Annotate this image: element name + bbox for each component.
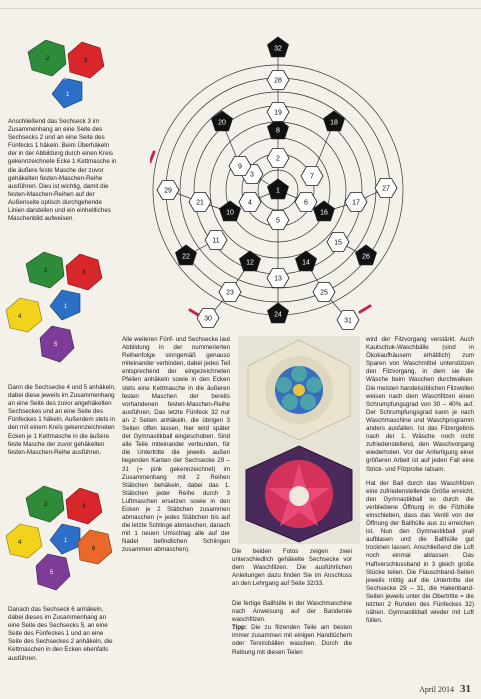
hexagon-4	[6, 298, 42, 332]
node-label: 21	[196, 199, 204, 207]
node-label: 6	[304, 199, 308, 207]
diagram-node-32	[268, 37, 289, 57]
diagram-node-11	[205, 231, 227, 250]
middle-column-text: Alle weiteren Fünf- und Sechsecke laut Abbildung in der nummerierten Reihenfolge sinngemäß genauso miteinander verbinden, dabei jedes Teil entsprechend der eingezeichneten Pfeilen anhäkeln sowie in den Ecken stets eine Kettmasche in die äußeren festen Maschen der bereits vorhandenen festen-Maschen-Reihe ausführen. Das letzte Fünfeck 32 nur an 2 Seiten anhäkeln, die übrigen 3 Seiten offen lassen, hier wird später der Gymnastikball eingeschoben. Sind alle Teile miteinander verbunden, für die Untertritte die jeweils außen liegenden Kanten der Sechsecke 29 – 31 (= pink gekennzeichnet) im Zusammenhang mit 2 Reihen Stäbchen behäkeln, dabei das 1. Stäbchen jeder Reihe durch 3 Luftmaschen ersetzen sowie in den Ecken je 2 Stäbchen zusammen abmaschen (= jedes Stäbchen bis auf die letzte Schlinge abmaschen, danach mit 1 neuen Umschlag alle auf der Nadel befindlichen Schlingen zusammen abmaschen).	[122, 336, 230, 554]
shape-label: 3	[84, 58, 88, 64]
shape-label: 1	[64, 304, 68, 310]
diagram-node-16	[314, 201, 335, 221]
right-column-text: wird der Filzvorgang verstärkt. Auch Kautschuk-Waschbälle (sind in Ökokaufhäusern erhältlich) zum Sparen von Waschmittel unterstützen den Filzvorgang, in dem sie die Wäsche beim Waschen durchwalken. Die meisten handelsüblichen Filzwollen weisen nach dem Waschfilzen einen Schrumpfungsgrad von 30 – 40% auf. Der Schrumpfungsgrad kann je nach Waschmaschine und Waschprogramm anders ausfallen. Ist das Filzergebnis nach der 1. Wäsche noch nicht zufriedenstellend, den Waschvorgang wiederholen. Vor der Anfertigung einer größeren Arbeit ist auf jeden Fall eine Strick- und Filzprobe ratsam. Hat der Ball durch das Waschfilzen eine zufriedenstellende Größe erreicht, den Gymnastikball so durch die verbliebene Öffnung in die Filzhülle einschieben, dass das Ventil von der Öffnung der Ballhülle aus zu erreichen ist. Nun den Gymnastikball prall aufblasen und die Ballhülle gut trocknen lassen. Anschließend die Luft noch einmal ablassen. Das Haftverschlussband in 3 gleich große Stücke teilen. Die Flauschband-Seiten jeweils mittig auf die Untertritte der Sechsecke 29 – 31, die Hakenband-Seiten jeweils unter die Obertritte = die letzten 2 Runden des Fünfeckes 32) nähen. Gymnastikball wieder mit Luft füllen.	[366, 336, 474, 625]
shape-label: 2	[46, 56, 50, 62]
diagram-node-28	[267, 71, 289, 90]
diagram-node-22	[176, 245, 197, 265]
diagram-node-18	[324, 111, 345, 131]
page-footer	[419, 683, 471, 695]
node-label: 13	[274, 275, 282, 283]
shape-illustration-1	[18, 38, 118, 118]
node-label: 20	[218, 119, 226, 127]
assembly-diagram	[150, 30, 460, 330]
node-label: 14	[302, 259, 310, 267]
node-label: 17	[352, 199, 360, 207]
diagram-node-23	[219, 283, 241, 302]
hexagon-4	[6, 524, 42, 558]
issue-date: April 2014	[419, 685, 454, 694]
diagram-node-1	[268, 179, 289, 199]
node-label: 25	[320, 289, 328, 297]
node-label: 24	[274, 311, 282, 319]
node-label: 15	[334, 239, 342, 247]
diagram-node-31	[337, 311, 359, 330]
diagram-node-26	[356, 245, 377, 265]
caption-step-6: Danach das Sechseck 6 anhäkeln, dabei dieses im Zusammenhang an eine Seite des Sechsecks 5, an eine Seite des Fünfeckes 1 und an eine Seite des Sechseckes 2 anhäkeln, die Kettmaschen in den Ecken ebenfalls ausführen.	[8, 606, 113, 662]
shape-label: 6	[92, 546, 96, 552]
shape-label: 3	[82, 504, 86, 510]
node-label: 29	[164, 187, 172, 195]
diagram-node-14	[296, 251, 317, 271]
shape-label: 5	[54, 342, 58, 348]
node-label: 23	[226, 289, 234, 297]
photo-caption: Die beiden Fotos zeigen zwei unterschiedlich gehäkelte Sechsecke vor dem Waschfilzen. Die ausführlichen Anleitungen dazu finden Sie im Anschluss an den Lehrgang auf Seite 32/33.	[232, 548, 352, 588]
shape-label: 2	[44, 502, 48, 508]
diagram-node-12	[240, 251, 261, 271]
diagram-node-27	[375, 179, 397, 198]
shape-label: 3	[82, 270, 86, 276]
node-label: 18	[330, 119, 338, 127]
caption-step-4-5: Dann die Sechsecke 4 und 5 anhäkeln, dabei diese jeweils im Zusammenhang an eine Seite des zuvor angehäkelten Sechseckes und an eine Seite des Fünfeckes 1 häkeln. Außerdem stets in den mit einem Kreis gekennzeichneten Ecken je 1 Kettmasche in die äußere feste Masche der zuvor gehäkelten festen-Maschen-Reihe ausführen.	[8, 384, 116, 456]
node-label: 1	[276, 187, 280, 195]
diagram-node-20	[212, 111, 233, 131]
shape-label: 4	[18, 314, 22, 320]
node-label: 30	[204, 315, 212, 323]
node-label: 32	[274, 45, 282, 53]
node-label: 5	[276, 217, 280, 225]
shape-illustration-2	[4, 250, 120, 374]
diagram-node-21	[189, 193, 211, 212]
node-label: 12	[246, 259, 254, 267]
node-label: 19	[274, 109, 282, 117]
node-label: 8	[276, 127, 280, 135]
shape-label: 1	[64, 538, 68, 544]
node-label: 4	[248, 199, 252, 207]
shape-label: 2	[44, 268, 48, 274]
shape-label: 4	[18, 540, 22, 546]
top-rule	[0, 8, 481, 9]
diagram-node-30	[197, 309, 219, 328]
node-label: 26	[362, 253, 370, 261]
node-label: 31	[344, 317, 352, 325]
node-label: 2	[276, 155, 280, 163]
node-label: 22	[182, 253, 190, 261]
diagram-node-10	[220, 201, 241, 221]
node-label: 28	[274, 77, 282, 85]
diagram-node-13	[267, 269, 289, 288]
photo-hexagon-red	[238, 444, 360, 544]
shape-label: 5	[50, 570, 54, 576]
shape-label: 1	[66, 92, 70, 98]
diagram-node-7	[301, 167, 323, 186]
caption-step-3: Anschließend das Sechseck 3 im Zusammenhang an eine Seite des Sechsecks 2 und an eine Seite des Fünfecks 1 häkeln. Beim Überhäkeln der in der Abbildung durch einen Kreis gekennzeichnete Ecke 1 Kettmasche in die äußere feste Masche der zuvor gehäkelten festen-Maschen-Reihe ausführen. Dies ist wichtig, damit die festen-Maschen-Reihen auf der Außenseite optisch durchgehende Linien darstellen und ein einheitliches Maschenbild aufweisen.	[8, 118, 117, 223]
diagram-node-5	[267, 211, 289, 230]
diagram-node-29	[157, 181, 179, 200]
node-label: 9	[238, 163, 242, 171]
diagram-node-15	[327, 233, 349, 252]
felting-instruction: Die fertige Ballhülle in der Waschmaschine nach Anweisung auf der Banderole waschfilzen. Tipp: Die zu filzenden Teile am besten immer zusammen mit einigen Handtüchern oder Tennisbällen waschen. Durch die Reibung mit diesen Teilen	[232, 600, 352, 656]
node-label: 11	[212, 237, 220, 245]
diagram-node-19	[267, 103, 289, 122]
shape-illustration-3	[4, 484, 120, 596]
node-label: 16	[320, 209, 328, 217]
node-label: 27	[382, 185, 390, 193]
diagram-node-17	[345, 193, 367, 212]
diagram-node-2	[267, 149, 289, 168]
diagram-node-8	[268, 119, 289, 139]
node-label: 10	[226, 209, 234, 217]
diagram-node-25	[313, 283, 335, 302]
photo-hexagon-blue	[238, 336, 360, 444]
node-label: 7	[310, 173, 314, 181]
diagram-node-24	[268, 303, 289, 323]
page-number: 31	[460, 683, 471, 695]
node-label: 3	[250, 171, 254, 179]
